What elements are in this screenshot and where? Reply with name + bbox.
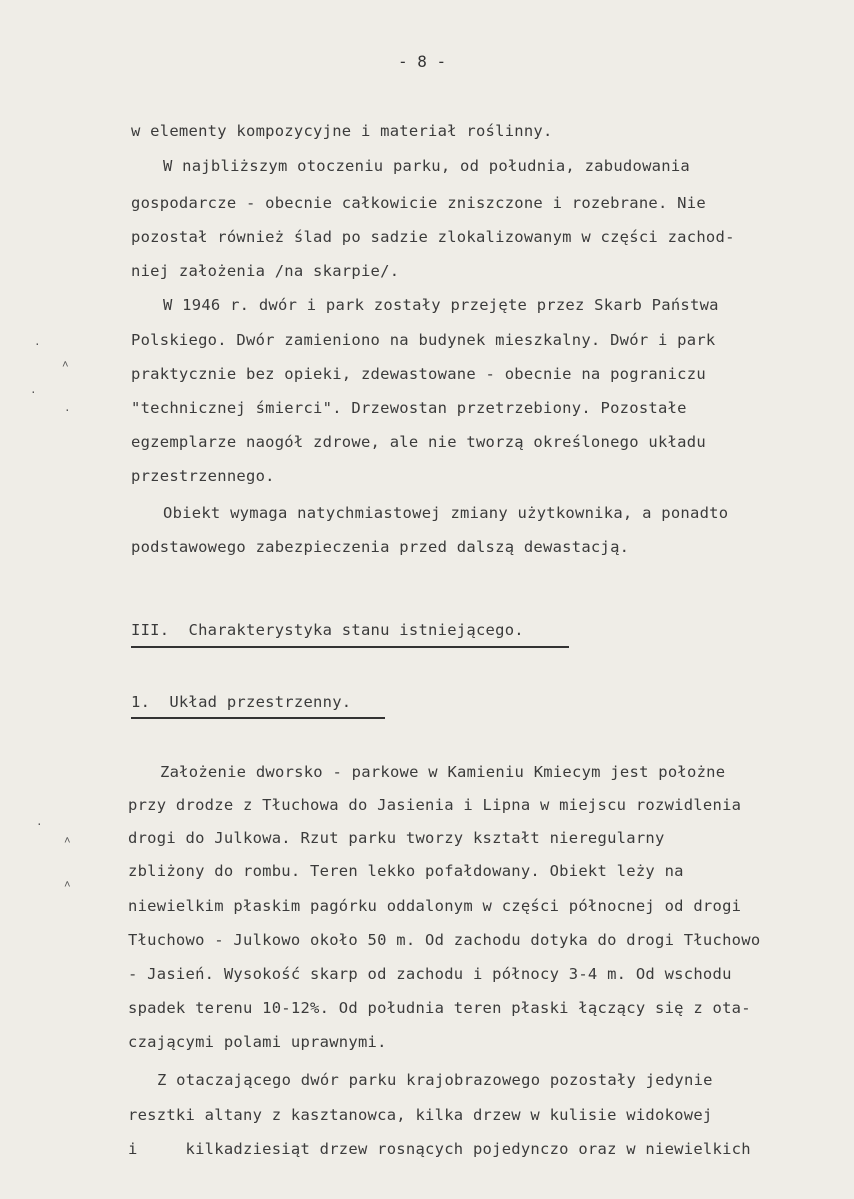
- text-line: i kilkadziesiąt drzew rosnących pojedynczo oraz w niewielkich: [128, 1140, 751, 1158]
- text-line: resztki altany z kasztanowca, kilka drzew w kulisie widokowej: [128, 1106, 713, 1124]
- scan-speck: ·: [34, 338, 41, 351]
- text-line: niewielkim płaskim pagórku oddalonym w części północnej od drogi: [128, 897, 742, 915]
- text-line: Obiekt wymaga natychmiastowej zmiany użytkownika, a ponadto: [163, 504, 729, 522]
- text-line: W 1946 r. dwór i park zostały przejęte przez Skarb Państwa: [163, 296, 719, 314]
- text-line: "technicznej śmierci". Drzewostan przetrzebiony. Pozostałe: [131, 399, 687, 417]
- text-line: przy drodze z Tłuchowa do Jasienia i Lipna w miejscu rozwidlenia: [128, 796, 742, 814]
- text-line: Tłuchowo - Julkowo około 50 m. Od zachodu dotyka do drogi Tłuchowo: [128, 931, 761, 949]
- scan-speck: ·: [36, 818, 43, 831]
- subsection-heading: 1. Układ przestrzenny.: [131, 693, 352, 711]
- text-line: przestrzennego.: [131, 467, 275, 485]
- section-heading: III. Charakterystyka stanu istniejącego.: [131, 621, 524, 639]
- scan-speck: ˄: [64, 834, 71, 847]
- text-line: gospodarcze - obecnie całkowicie zniszczone i rozebrane. Nie: [131, 194, 706, 212]
- text-line: podstawowego zabezpieczenia przed dalszą dewastacją.: [131, 538, 630, 556]
- scan-speck: ·: [30, 386, 37, 399]
- text-line: - Jasień. Wysokość skarp od zachodu i północy 3-4 m. Od wschodu: [128, 965, 732, 983]
- scan-speck: ˄: [64, 878, 71, 891]
- scan-speck: ·: [64, 404, 71, 417]
- text-line: czającymi polami uprawnymi.: [128, 1033, 387, 1051]
- text-line: Założenie dworsko - parkowe w Kamieniu Kmiecym jest położne: [160, 763, 726, 781]
- text-line: Z otaczającego dwór parku krajobrazowego pozostały jedynie: [157, 1071, 713, 1089]
- text-line: W najbliższym otoczeniu parku, od południa, zabudowania: [163, 157, 690, 175]
- text-line: pozostał również ślad po sadzie zlokalizowanym w części zachod-: [131, 228, 735, 246]
- text-line: niej założenia /na skarpie/.: [131, 262, 400, 280]
- text-line: spadek terenu 10-12%. Od południa teren płaski łączący się z ota-: [128, 999, 751, 1017]
- text-line: drogi do Julkowa. Rzut parku tworzy kształt nieregularny: [128, 829, 665, 847]
- page-number: - 8 -: [398, 52, 447, 71]
- section-heading-underline: [131, 646, 569, 648]
- text-line: w elementy kompozycyjne i materiał roślinny.: [131, 122, 553, 140]
- text-line: praktycznie bez opieki, zdewastowane - obecnie na pograniczu: [131, 365, 706, 383]
- subsection-heading-underline: [131, 717, 385, 719]
- text-line: Polskiego. Dwór zamieniono na budynek mieszkalny. Dwór i park: [131, 331, 716, 349]
- scan-speck: ˄: [62, 358, 69, 371]
- text-line: zbliżony do rombu. Teren lekko pofałdowany. Obiekt leży na: [128, 862, 684, 880]
- text-line: egzemplarze naogół zdrowe, ale nie tworzą określonego układu: [131, 433, 706, 451]
